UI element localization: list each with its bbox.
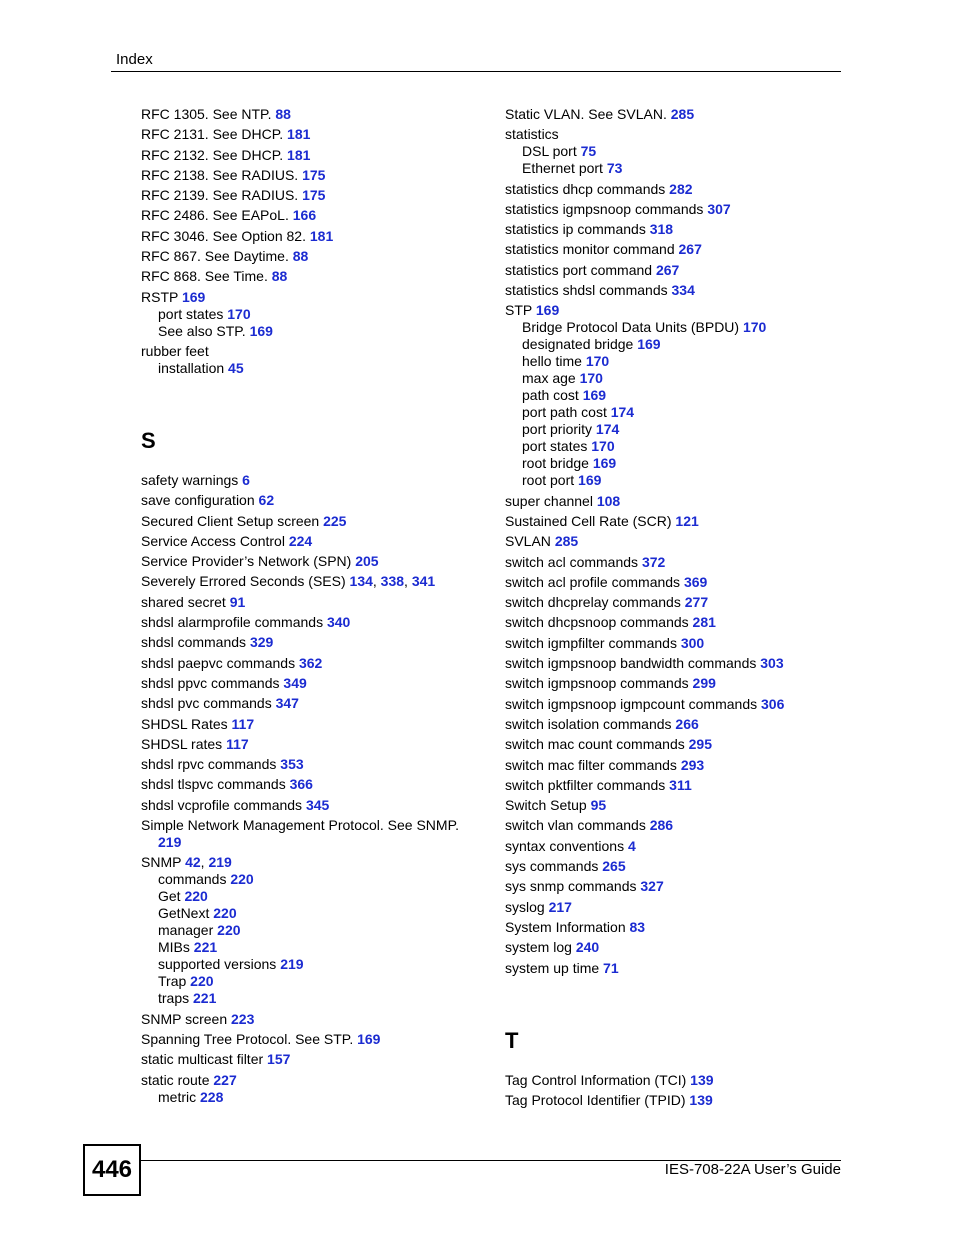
page-link[interactable]: 170 [579, 370, 603, 387]
page-link[interactable]: 340 [326, 614, 351, 631]
index-entry [141, 147, 491, 164]
index-subentry [141, 1089, 491, 1106]
index-entry [505, 513, 855, 530]
page-link[interactable]: 169 [637, 336, 661, 353]
index-term: RSTP [141, 288, 182, 305]
index-entry [505, 106, 855, 123]
index-entry [141, 492, 491, 509]
index-subentry [141, 888, 491, 905]
page-link[interactable]: 83 [629, 918, 646, 935]
index-entry [505, 696, 855, 713]
index-term: supported versions [158, 956, 281, 973]
page-link[interactable]: 362 [298, 654, 323, 671]
page-number: 446 [91, 1156, 133, 1183]
page-link[interactable]: 220 [217, 922, 241, 939]
index-subentry [505, 421, 855, 438]
index-entry [505, 635, 855, 652]
page-link[interactable]: 157 [267, 1051, 291, 1068]
index-term: super channel [505, 492, 597, 509]
page-link[interactable]: 219 [208, 854, 232, 871]
index-subentry [505, 370, 855, 387]
index-term: Tag Control Information (TCI) [505, 1071, 691, 1088]
index-subentry [505, 160, 855, 177]
index-term: RFC 2131. See DHCP. [141, 126, 288, 143]
page-link[interactable]: 223 [231, 1010, 255, 1027]
index-term: Simple Network Management Protocol. See SNMP. [141, 817, 459, 834]
page-link[interactable]: 266 [675, 715, 699, 732]
page-link[interactable]: 95 [590, 797, 607, 814]
page-number-box [83, 1144, 141, 1196]
index-term: Sustained Cell Rate (SCR) [505, 512, 676, 529]
index-term: SHDSL Rates [141, 715, 232, 732]
index-term: shdsl vcprofile commands [141, 796, 306, 813]
spacer [505, 1053, 855, 1072]
index-entry [141, 228, 491, 245]
index-term: save configuration [141, 492, 259, 509]
index-term: Secured Client Setup screen [141, 512, 324, 529]
index-term: system up time [505, 959, 604, 976]
page-link[interactable]: 240 [575, 939, 600, 956]
index-subentry [505, 319, 855, 336]
index-entry [505, 878, 855, 895]
index-entry [505, 716, 855, 733]
index-term: rubber feet [141, 342, 209, 359]
index-term: switch pktfilter commands [505, 776, 670, 793]
index-entry [505, 858, 855, 875]
index-term: statistics igmpsnoop commands [505, 200, 708, 217]
index-entry [141, 634, 491, 651]
index-term: Ethernet port [522, 160, 607, 177]
index-entry [141, 207, 491, 224]
index-term: Bridge Protocol Data Units (BPDU) [522, 319, 743, 336]
page-link[interactable]: 6 [242, 471, 250, 488]
page-link[interactable]: 88 [271, 268, 288, 285]
index-subentry [505, 404, 855, 421]
page-link[interactable]: 175 [302, 187, 326, 204]
page-link[interactable]: 169 [357, 1030, 381, 1047]
index-entry [141, 776, 491, 793]
page-link[interactable]: 341 [411, 573, 436, 590]
index-entry [505, 221, 855, 238]
index-term: RFC 867. See Daytime. [141, 248, 293, 265]
index-term: switch acl commands [505, 553, 642, 570]
index-subentry [141, 306, 491, 323]
index-term: Static VLAN. See SVLAN. [505, 106, 671, 122]
index-entry [141, 106, 491, 123]
index-term: MIBs [158, 939, 194, 956]
index-term: installation [158, 359, 229, 376]
page-link[interactable]: 219 [280, 956, 304, 973]
spacer [141, 377, 491, 429]
index-entry [141, 553, 491, 570]
page-link[interactable]: 334 [671, 282, 695, 299]
page-link[interactable]: 219 [158, 834, 182, 851]
index-entry [141, 756, 491, 773]
page-link[interactable]: 285 [670, 106, 695, 122]
page-link[interactable]: 174 [610, 404, 635, 421]
page-header-title: Index [116, 51, 153, 68]
page-link[interactable]: 307 [707, 200, 731, 217]
index-subentry [505, 455, 855, 472]
index-entry: Severely Errored Seconds (SES) 134, 338, 341 [141, 573, 436, 590]
index-subentry [505, 387, 855, 404]
index-term: RFC 2132. See DHCP. [141, 146, 288, 163]
index-term: SNMP [141, 854, 186, 871]
page-link[interactable]: 45 [228, 359, 244, 376]
index-term: root port [522, 472, 579, 489]
index-entry [505, 201, 855, 218]
page-link[interactable]: 75 [580, 143, 597, 160]
index-subentry [505, 353, 855, 370]
page-link[interactable]: 181 [287, 146, 311, 163]
index-term: manager [158, 922, 218, 939]
index-entry [141, 513, 491, 530]
page-link[interactable]: 345 [305, 796, 330, 813]
page-link[interactable]: 285 [554, 533, 579, 550]
index-entry [141, 736, 491, 753]
index-term: switch igmpsnoop igmpcount commands [505, 695, 762, 712]
index-term: shared secret [141, 593, 230, 610]
page-link[interactable]: 220 [213, 905, 237, 922]
page-link[interactable]: 267 [678, 241, 702, 258]
index-subentry [141, 905, 491, 922]
page-link[interactable]: 42 [185, 854, 201, 871]
page-link[interactable]: 91 [229, 593, 246, 610]
index-term: statistics port command [505, 261, 656, 278]
index-term: switch dhcpsnoop commands [505, 614, 693, 631]
index-term: port states [158, 305, 228, 322]
page-link[interactable]: 121 [675, 512, 699, 529]
page-link[interactable]: 169 [181, 288, 206, 305]
index-term: RFC 3046. See Option 82. [141, 227, 310, 244]
index-term: SVLAN [505, 533, 555, 550]
page-link[interactable]: 169 [535, 302, 560, 319]
index-term: SNMP screen [141, 1010, 231, 1027]
page-link[interactable]: 174 [595, 421, 620, 438]
index-term: statistics shdsl commands [505, 282, 672, 299]
page-link[interactable]: 281 [692, 614, 716, 631]
index-subentry [505, 336, 855, 353]
page-link[interactable]: 117 [226, 735, 249, 752]
index-term: GetNext [158, 905, 214, 922]
page-link[interactable]: 170 [585, 353, 610, 370]
page-link[interactable]: 181 [287, 126, 311, 143]
index-term: path cost [522, 387, 583, 404]
page-link[interactable]: 169 [592, 455, 617, 472]
index-term: switch igmpsnoop commands [505, 675, 693, 692]
index-entry: SNMP 42, 219 [141, 854, 232, 871]
index-entry [141, 1031, 491, 1048]
index-term: Spanning Tree Protocol. See STP. [141, 1030, 358, 1047]
page-link[interactable]: 299 [692, 675, 716, 692]
index-term: safety warnings [141, 471, 243, 488]
page-link[interactable]: 205 [355, 553, 379, 570]
page-link[interactable]: 369 [683, 573, 708, 590]
index-term: Switch Setup [505, 797, 591, 814]
index-term: syslog [505, 898, 549, 915]
page-link[interactable]: 169 [578, 472, 602, 489]
index-subentry [141, 990, 491, 1007]
page-link[interactable]: 349 [283, 674, 307, 691]
page-link[interactable]: 338 [380, 573, 405, 590]
index-entry [505, 899, 855, 916]
index-term: RFC 2139. See RADIUS. [141, 187, 303, 204]
index-entry [141, 248, 491, 265]
index-term: root bridge [522, 455, 593, 472]
page-link[interactable]: 166 [292, 207, 317, 224]
index-entry [505, 493, 855, 510]
page-link[interactable]: 286 [649, 817, 674, 834]
index-entry [141, 1011, 491, 1028]
index-entry [505, 817, 855, 834]
index-term: static multicast filter [141, 1051, 268, 1068]
index-subentry [141, 871, 491, 888]
index-entry [505, 838, 855, 855]
index-entry [505, 960, 855, 977]
index-entry [141, 126, 491, 143]
page-link[interactable]: 170 [591, 438, 615, 455]
index-entry [505, 675, 855, 692]
page-link[interactable]: 134 [349, 573, 373, 590]
index-entry [141, 1051, 491, 1068]
page-link[interactable]: 220 [184, 888, 208, 905]
index-entry [505, 126, 855, 143]
header-rule [111, 71, 841, 72]
page-link[interactable]: 295 [688, 736, 712, 753]
index-subentry [505, 143, 855, 160]
index-term: RFC 1305. See NTP. [141, 106, 276, 122]
index-entry [141, 655, 491, 672]
index-term: Get [158, 888, 185, 905]
index-term: traps [158, 990, 194, 1007]
index-subentry [141, 956, 491, 973]
page-link[interactable]: 353 [280, 756, 304, 773]
index-term: switch vlan commands [505, 817, 650, 834]
index-term: port states [522, 438, 592, 455]
index-entry [505, 1092, 855, 1109]
index-term: STP [505, 302, 536, 319]
index-subentry [141, 360, 491, 377]
page-link[interactable]: 71 [603, 959, 619, 976]
index-entry [505, 241, 855, 258]
page-link[interactable]: 117 [231, 715, 255, 732]
index-entry [141, 472, 491, 489]
index-term: statistics monitor command [505, 241, 679, 258]
index-term: designated bridge [522, 336, 638, 353]
index-entry [505, 554, 855, 571]
section-letter: T [505, 1027, 519, 1053]
index-term: max age [522, 370, 580, 387]
index-term: system log [505, 939, 576, 956]
index-entry [141, 1072, 491, 1089]
index-term: Service Access Control [141, 532, 289, 549]
index-term: Severely Errored Seconds (SES) [141, 573, 350, 590]
index-entry [505, 614, 855, 631]
index-term: switch mac count commands [505, 736, 689, 753]
index-entry [505, 574, 855, 591]
index-term: System Information [505, 918, 630, 935]
index-term: shdsl commands [141, 634, 250, 651]
index-entry [505, 181, 855, 198]
page-link[interactable]: 306 [761, 695, 785, 712]
index-term: statistics dhcp commands [505, 180, 670, 197]
index-term: Trap [158, 973, 191, 990]
index-term: switch isolation commands [505, 715, 676, 732]
index-term: statistics ip commands [505, 221, 650, 238]
index-entry [141, 167, 491, 184]
page-link[interactable]: 366 [289, 776, 313, 793]
index-entry [141, 797, 491, 814]
page-link[interactable]: 169 [582, 387, 607, 404]
page-link[interactable]: 170 [742, 319, 767, 336]
page-link[interactable]: 139 [690, 1071, 714, 1088]
spacer [505, 977, 855, 1029]
index-term: shdsl rpvc commands [141, 756, 281, 773]
index-term: Tag Protocol Identifier (TPID) [505, 1091, 690, 1108]
page-link[interactable]: 175 [302, 166, 326, 183]
page-link[interactable]: 318 [649, 221, 674, 238]
page-link[interactable]: 4 [627, 837, 636, 854]
index-term: syntax conventions [505, 837, 628, 854]
index-entry [505, 939, 855, 956]
index-entry [505, 1072, 855, 1089]
guide-title: IES-708-22A User’s Guide [664, 1161, 841, 1178]
index-term: DSL port [522, 143, 581, 160]
index-entry [505, 302, 855, 319]
index-column-left [141, 106, 491, 1106]
index-term: commands [158, 871, 231, 888]
page-link[interactable]: 220 [230, 871, 254, 888]
index-entry [505, 919, 855, 936]
index-entry [505, 262, 855, 279]
index-entry [141, 268, 491, 285]
index-entry [505, 282, 855, 299]
index-entry [141, 695, 491, 712]
index-term: switch igmpsnoop bandwidth commands [505, 655, 761, 672]
index-term: shdsl tlspvc commands [141, 776, 290, 793]
page-link[interactable]: 221 [193, 939, 218, 956]
page-link[interactable]: 73 [606, 160, 623, 177]
index-entry [141, 675, 491, 692]
page-link[interactable]: 170 [227, 305, 251, 322]
index-term: switch dhcprelay commands [505, 594, 685, 611]
index-term: switch igmpfilter commands [505, 634, 681, 651]
index-term: metric [158, 1088, 200, 1105]
index-term: RFC 2486. See EAPoL. [141, 207, 293, 224]
page-link[interactable]: 282 [669, 180, 693, 197]
index-term: RFC 868. See Time. [141, 268, 272, 285]
page-link[interactable]: 224 [288, 532, 313, 549]
index-term: port path cost [522, 404, 611, 421]
index-term: switch mac filter commands [505, 756, 681, 773]
index-entry [505, 757, 855, 774]
page-link[interactable]: 300 [680, 634, 705, 651]
index-subentry [141, 939, 491, 956]
index-entry [505, 777, 855, 794]
index-term: shdsl ppvc commands [141, 674, 284, 691]
index-entry [505, 797, 855, 814]
index-entry [141, 834, 491, 851]
index-subentry [505, 472, 855, 489]
page-link[interactable]: 265 [602, 858, 626, 875]
index-term: shdsl alarmprofile commands [141, 614, 327, 631]
index-entry [141, 817, 491, 834]
index-term: hello time [522, 353, 586, 370]
index-term: SHDSL rates [141, 735, 227, 752]
page-link[interactable]: 267 [655, 261, 680, 278]
index-term: switch acl profile commands [505, 573, 684, 590]
page-link[interactable]: 181 [309, 227, 334, 244]
index-entry [505, 594, 855, 611]
page-link[interactable]: 108 [596, 492, 621, 509]
page-link[interactable]: 88 [275, 106, 291, 122]
index-subentry [141, 323, 491, 340]
spacer [141, 453, 491, 472]
index-subentry [505, 438, 855, 455]
index-term: sys snmp commands [505, 878, 641, 895]
page-link[interactable]: 227 [213, 1071, 237, 1088]
index-entry [141, 594, 491, 611]
index-term: Service Provider’s Network (SPN) [141, 553, 356, 570]
page-link[interactable]: 277 [684, 594, 709, 611]
index-term: port priority [522, 421, 596, 438]
index-subentry [141, 973, 491, 990]
section-letter: S [141, 427, 156, 453]
index-entry [141, 343, 491, 360]
index-entry [141, 533, 491, 550]
index-term: shdsl paepvc commands [141, 654, 299, 671]
index-entry [141, 716, 491, 733]
page-link[interactable]: 221 [193, 990, 217, 1007]
index-term: See also STP. [158, 322, 250, 339]
page-link[interactable]: 372 [641, 553, 666, 570]
index-entry [141, 187, 491, 204]
page-link[interactable]: 139 [689, 1091, 713, 1108]
index-term: shdsl pvc commands [141, 695, 276, 712]
index-entry [505, 533, 855, 550]
page-link[interactable]: 220 [190, 973, 214, 990]
page-link[interactable]: 228 [200, 1088, 224, 1105]
index-entry [505, 736, 855, 753]
index-column-right [505, 106, 855, 1109]
page-link[interactable]: 303 [760, 655, 784, 672]
page-link[interactable]: 347 [275, 695, 299, 712]
page-link[interactable]: 62 [258, 492, 275, 509]
index-entry [141, 289, 491, 306]
page-link[interactable]: 88 [292, 248, 309, 265]
index-term: static route [141, 1071, 214, 1088]
page-link[interactable]: 327 [640, 878, 664, 895]
page-link[interactable]: 293 [680, 756, 705, 773]
page-link[interactable]: 311 [669, 776, 692, 793]
index-entry [141, 614, 491, 631]
index-entry [505, 655, 855, 672]
page-link[interactable]: 225 [323, 512, 347, 529]
page-link[interactable]: 217 [548, 898, 572, 915]
index-subentry [141, 922, 491, 939]
index-term: statistics [505, 126, 559, 143]
page-link[interactable]: 169 [249, 322, 273, 339]
index-term: RFC 2138. See RADIUS. [141, 166, 303, 183]
page-link[interactable]: 329 [249, 634, 274, 651]
index-term: sys commands [505, 858, 603, 875]
